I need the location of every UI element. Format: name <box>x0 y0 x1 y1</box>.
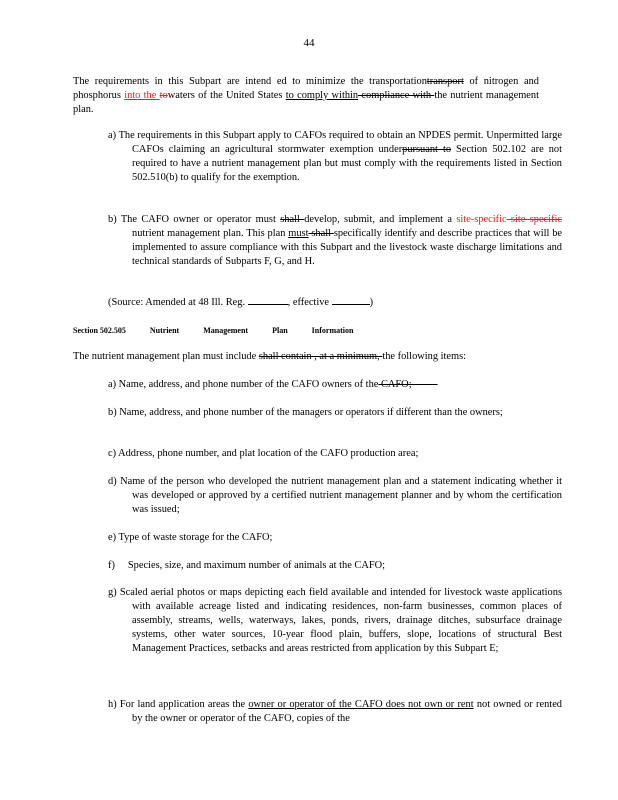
deleted-text: shall contain , at a minimum, <box>258 351 383 362</box>
lead-sentence: The nutrient management plan must include shall contain , at a minimum, the following items: <box>73 351 467 362</box>
list-item-d: d) Name of the person who developed the nutrient management plan and a statement indicating whether it was developed or approved by a certified nutrient management planner and by whom the certification was issued; <box>108 476 562 515</box>
section-heading: Section 502.505 Nutrient Management Plan Information <box>73 324 377 338</box>
intro-paragraph: The requirements in this Subpart are intend ed to minimize the transportationtransport of nitrogen and phosphorus into the towaters of the United States to comply within compliance with the nutrient management plan. <box>73 76 539 115</box>
blank-line <box>248 295 288 305</box>
inserted-text: must <box>288 228 309 239</box>
section-number: Section 502.505 <box>73 326 126 335</box>
item-a-paragraph: a) The requirements in this Subpart apply to CAFOs required to obtain an NPDES permit. Unpermitted large CAFOs claiming an agricultural stormwater exemption underpursuant to Section 502.102 are not required to have a nutrient management plan but must comply with the requirements listed in Section 502.510(b) to qualify for the exemption. <box>108 130 562 183</box>
source-note: (Source: Amended at 48 Ill. Reg. , effective ) <box>108 297 374 308</box>
list-item-b: b) Name, address, and phone number of the managers or operators if different than the owners; <box>108 407 503 418</box>
deleted-text: site specific <box>506 214 563 225</box>
list-item-g: g) Scaled aerial photos or maps depicting each field available and intended for livestock waste applications with available acreage listed and indicating residences, non-farm businesses, common places of assembly, streams, wells, waterways, lakes, ponds, rivers, drainage ditches, subsurface drainage systems, other water sources, 10-year flood plain, buffers, slope, locations of structural Best Management Practices, setbacks and areas restricted from application by this Subpart E; <box>108 587 562 654</box>
deleted-text: compliance with <box>358 90 435 101</box>
blank-line <box>332 295 370 305</box>
deleted-text: pursuant to <box>402 144 452 155</box>
item-b-paragraph: b) The CAFO owner or operator must shall develop, submit, and implement a site-specific site specific nutrient management plan. This plan must shall specifically identify and describe practices that will be implemented to assure compliance with this Subpart and the livestock waste discharge limitations and technical standards of Subparts F, G, and H. <box>108 214 563 267</box>
list-item-a: a) Name, address, and phone number of the CAFO owners of the CAFO; <box>108 379 438 390</box>
list-item-h: h) For land application areas the owner or operator of the CAFO does not own or rent not owned or rented by the owner or operator of the CAFO, copies of the <box>108 699 562 724</box>
inserted-text: owner or operator of the CAFO does not own or rent <box>248 699 474 710</box>
list-item-f: f) Species, size, and maximum number of animals at the CAFO; <box>108 560 386 571</box>
inserted-text: into the <box>124 90 160 101</box>
deleted-text: shall <box>280 214 305 225</box>
deleted-text: CAFO; <box>378 379 438 390</box>
deleted-text: transport <box>426 76 464 87</box>
list-item-e: e) Type of waste storage for the CAFO; <box>108 532 273 543</box>
list-item-c: c) Address, phone number, and plat location of the CAFO production area; <box>108 448 419 459</box>
deleted-text: shall <box>308 228 334 239</box>
page-number: 44 <box>303 37 315 49</box>
inserted-text: site-specific <box>456 214 507 225</box>
inserted-text: to comply within <box>285 90 359 101</box>
deleted-text: to <box>159 90 168 101</box>
